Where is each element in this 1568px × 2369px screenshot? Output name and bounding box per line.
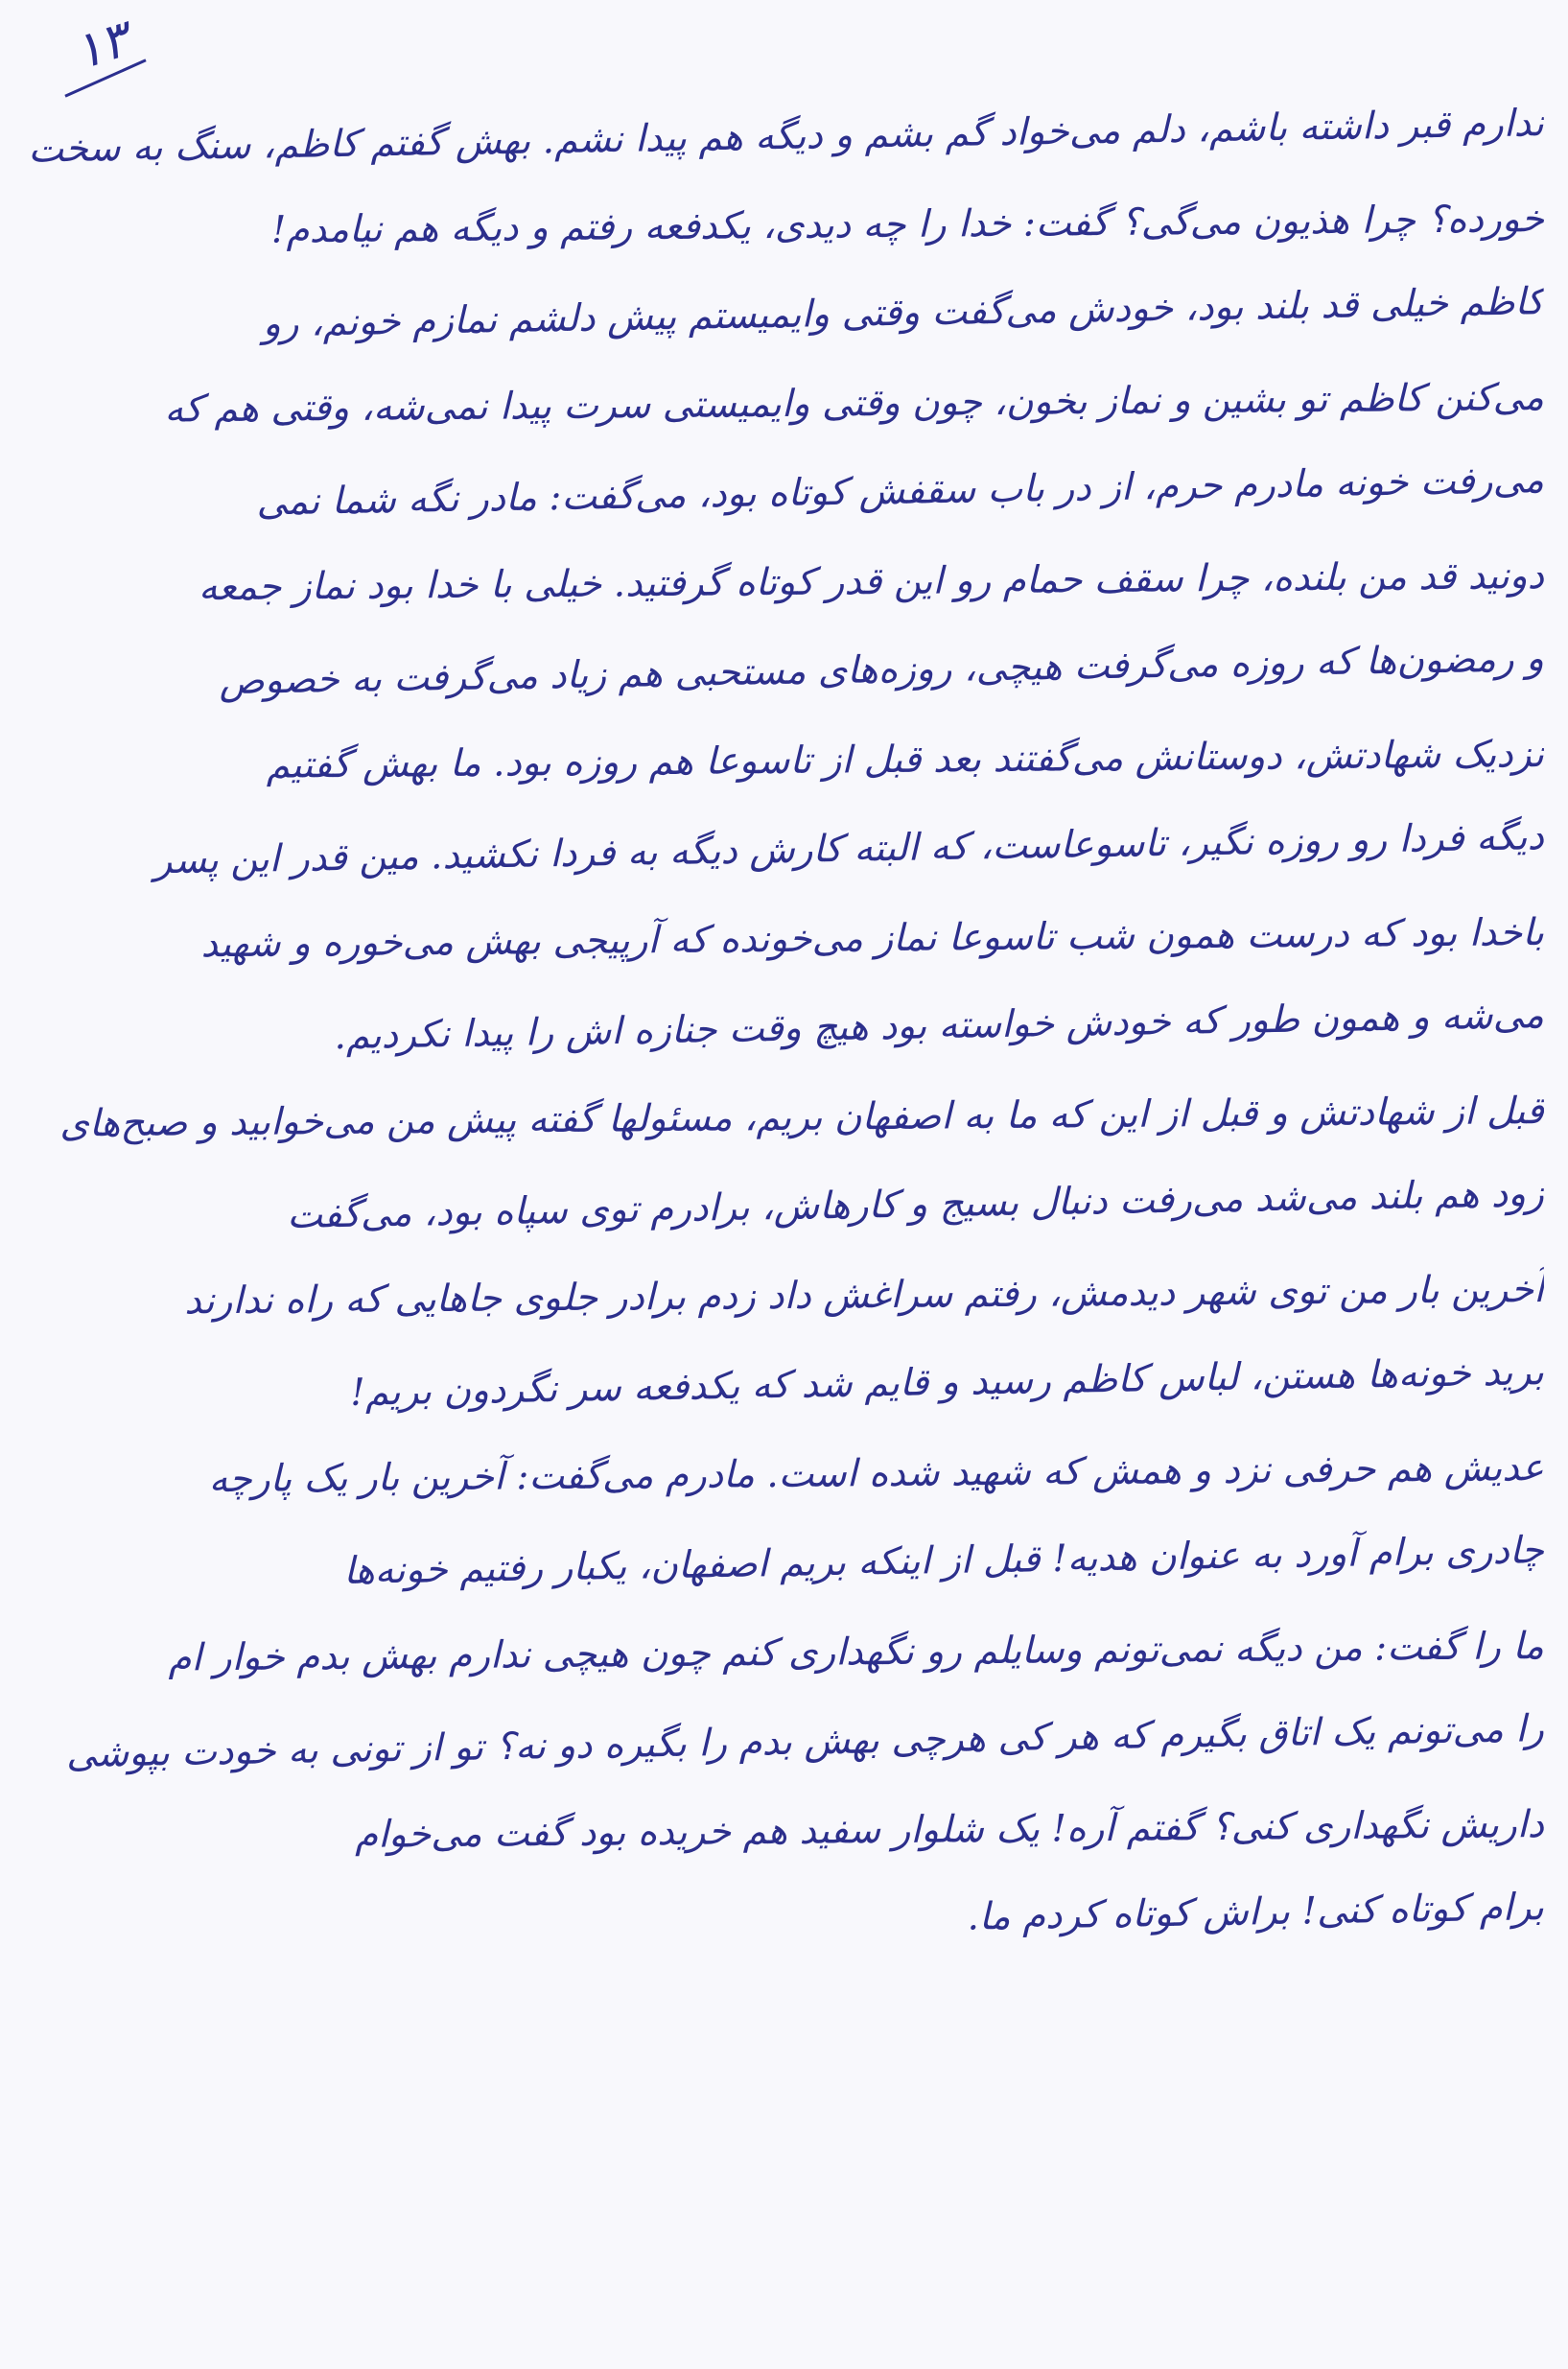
text-line: آخرین بار من توی شهر دیدمش، رفتم سراغش داد زدم برادر جلوی جاهایی که راه ندارند — [184, 1268, 1545, 1324]
text-line: را می‌تونم یک اتاق بگیرم که هر کی هرچی بهش بدم را بگیره دو نه؟ تو از تونی به خودت بپوشی — [65, 1707, 1545, 1777]
text-line: ندارم قبر داشته باشم، دلم می‌خواد گم بشم و دیگه هم پیدا نشم. بهش گفتم کاظم، سنگ به سخت — [27, 102, 1545, 172]
text-line: می‌رفت خونه مادرم حرم، از در باب سقفش کوتاه بود، می‌گفت: مادر نگه شما نمی‌ — [256, 458, 1545, 525]
text-line: برام کوتاه کنی! براش کوتاه کردم ما. — [966, 1886, 1545, 1939]
text-line: خورده؟ چرا هذیون می‌گی؟ گفت: خدا را چه دیدی، یکدفعه رفتم و دیگه هم نیامدم! — [270, 198, 1545, 252]
text-line: عدیش هم حرفی نزد و همش که شهید شده است. مادرم می‌گفت: آخرین بار یک پارچه — [208, 1446, 1545, 1502]
text-line: دونید قد من بلنده، چرا سقف حمام رو این قدر کوتاه گرفتید. خیلی با خدا بود نماز جمعه — [198, 554, 1545, 610]
text-line: نزدیک شهادتش، دوستانش می‌گفتند بعد قبل از تاسوعا هم روزه بود. ما بهش گفتیم — [266, 733, 1545, 787]
text-line: کاظم خیلی قد بلند بود، خودش می‌گفت وقتی وایمیستم پیش دلشم نمازم خونم، رو — [262, 280, 1545, 346]
text-line: باخدا بود که درست همون شب تاسوعا نماز می‌خونده که آرپیجی بهش می‌خوره و شهید — [200, 911, 1545, 967]
text-line: داریش نگهداری کنی؟ گفتم آره! یک شلوار سفید هم خریده بود گفت می‌خوام — [354, 1803, 1545, 1857]
text-line: زود هم بلند می‌شد می‌رفت دنبال بسیج و کارهاش، برادرم توی سپاه بود، می‌گفت — [286, 1172, 1545, 1237]
text-line: ما را گفت: من دیگه نمی‌تونم وسایلم رو نگهداری کنم چون هیچی ندارم بهش بدم خوار ام — [168, 1625, 1545, 1680]
text-line: چادری برام آورد به عنوان هدیه! قبل از اینکه بریم اصفهان، یکبار رفتیم خونه‌ها — [342, 1529, 1545, 1593]
text-line: دیگه فردا رو روزه نگیر، تاسوعاست، که البته کارش دیگه به فردا نکشید. مین قدر این پسر — [153, 815, 1545, 883]
handwritten-text-body — [19, 92, 1544, 1965]
text-line: می‌شه و همون طور که خودش خواسته بود هیچ وقت جنازه اش را پیدا نکردیم. — [334, 994, 1545, 1059]
text-line: و رمضون‌ها که روزه می‌گرفت هیچی، روزه‌های مستحبی هم زیاد می‌گرفت به خصوص — [219, 637, 1545, 704]
text-line: قبل از شهادتش و قبل از این که ما به اصفهان بریم، مسئولها گفته پیش من می‌خوابید و صبح‌های — [59, 1090, 1545, 1146]
page-number: ۱۳ — [67, 10, 136, 82]
text-line: برید خونه‌ها هستن، لباس کاظم رسید و قایم شد که یکدفعه سر نگردون بریم! — [349, 1350, 1545, 1415]
text-line: می‌کنن کاظم تو بشین و نماز بخون، چون وقتی وایمیستی سرت پیدا نمی‌شه، وقتی هم که — [164, 376, 1545, 432]
